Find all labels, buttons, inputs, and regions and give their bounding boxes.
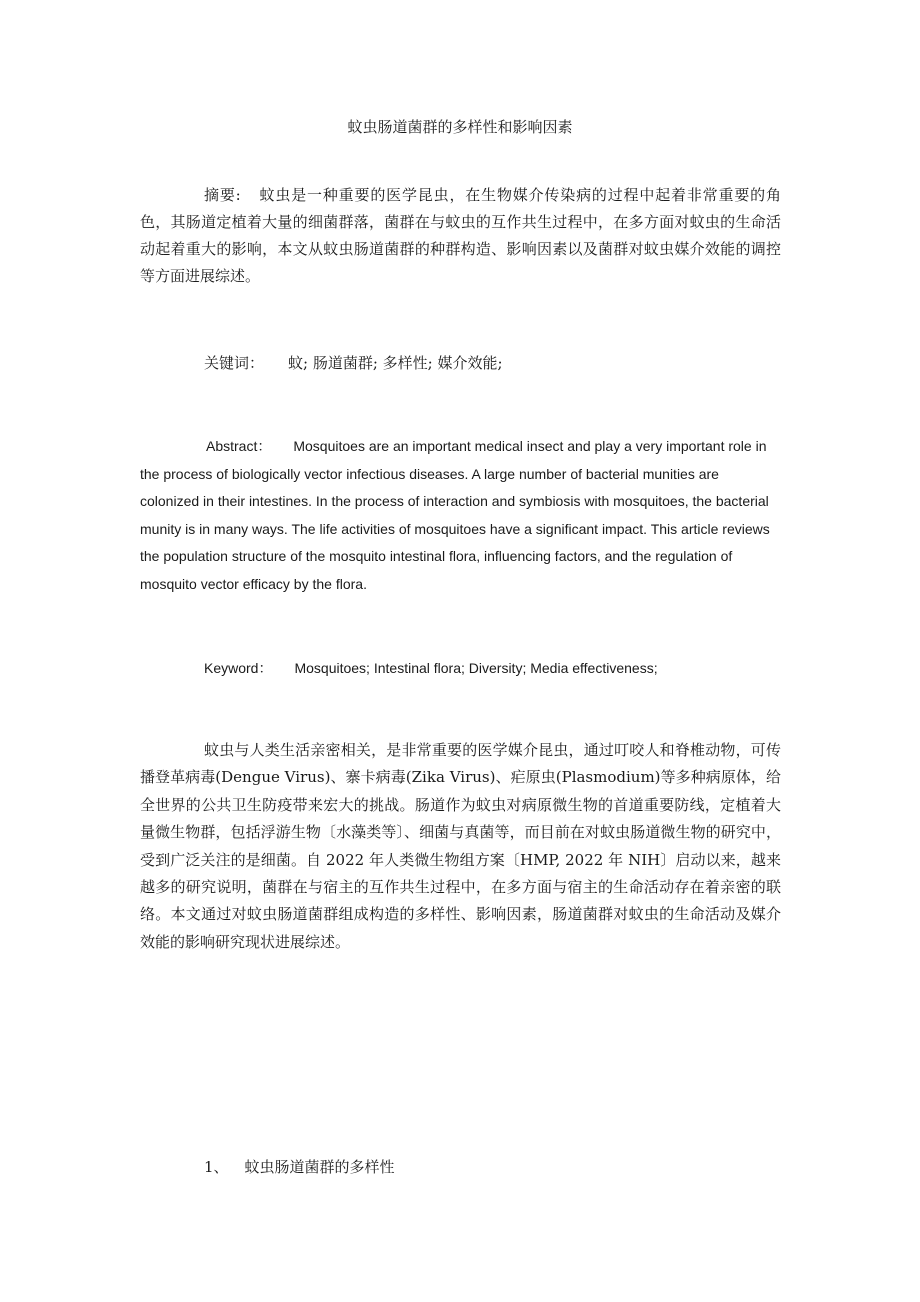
section-1-heading xyxy=(204,1156,395,1178)
abstract-cn xyxy=(140,182,781,290)
keywords-cn-label: 关键词： xyxy=(204,354,265,372)
abstract-cn-text: 蚊虫是一种重要的医学昆虫，在生物媒介传染病的过程中起着非常重要的角色，其肠道定植着大量的细菌群落，菌群在与蚊虫的互作共生过程中，在多方面对蚊虫的生命活动起着重大的影响，本文从蚊虫肠道菌群的种群构造、影响因素以及菌群对蚊虫媒介效能的调控等方面进展综述。 xyxy=(140,186,781,285)
keywords-cn xyxy=(204,350,764,377)
keywords-cn-text: 蚊; 肠道菌群; 多样性; 媒介效能; xyxy=(288,354,503,372)
keywords-en-label: Keyword： xyxy=(204,660,273,676)
keywords-en xyxy=(204,656,764,680)
abstract-en-text: Mosquitoes are an important medical insect and play a very important role in the process of biologically vector infectious diseases. A large number of bacterial munities are colonized in their intestines. In the process of interaction and symbiosis with mosquitoes, the bacterial munity is in many ways. The life activities of mosquitoes have a significant impact. This article reviews the population structure of the mosquito intestinal flora, influencing factors, and the regulation of mosquito vector efficacy by the flora. xyxy=(140,438,770,592)
keywords-en-text: Mosquitoes; Intestinal flora; Diversity; Media effectiveness; xyxy=(294,660,658,676)
section-1-title: 蚊虫肠道菌群的多样性 xyxy=(244,1158,395,1176)
intro-paragraph: 蚊虫与人类生活亲密相关，是非常重要的医学媒介昆虫，通过叮咬人和脊椎动物，可传播登革病毒(Dengue Virus)、寨卡病毒(Zika Virus)、疟原虫(Plasmodium)等多种病原体，给全世界的公共卫生防疫带来宏大的挑战。肠道作为蚊虫对病原微生物的首道重要防线，定植着大量微生物群，包括浮游生物〔水藻类等〕、细菌与真菌等，而目前在对蚊虫肠道微生物的研究中，受到广泛关注的是细菌。自 2022 年人类微生物组方案〔HMP, 2022 年 NIH〕启动以来，越来越多的研究说明，菌群在与宿主的互作共生过程中，在多方面与宿主的生命活动存在着亲密的联络。本文通过对蚊虫肠道菌群组成构造的多样性、影响因素，肠道菌群对蚊虫的生命活动及媒介效能的影响研究现状进展综述。 xyxy=(140,741,781,951)
abstract-en-label: Abstract： xyxy=(206,438,272,454)
abstract-en xyxy=(140,433,781,599)
section-1-number: 1、 xyxy=(204,1158,229,1176)
document-title: 蚊虫肠道菌群的多样性和影响因素 xyxy=(347,118,573,136)
abstract-cn-label: 摘要: xyxy=(204,186,241,204)
